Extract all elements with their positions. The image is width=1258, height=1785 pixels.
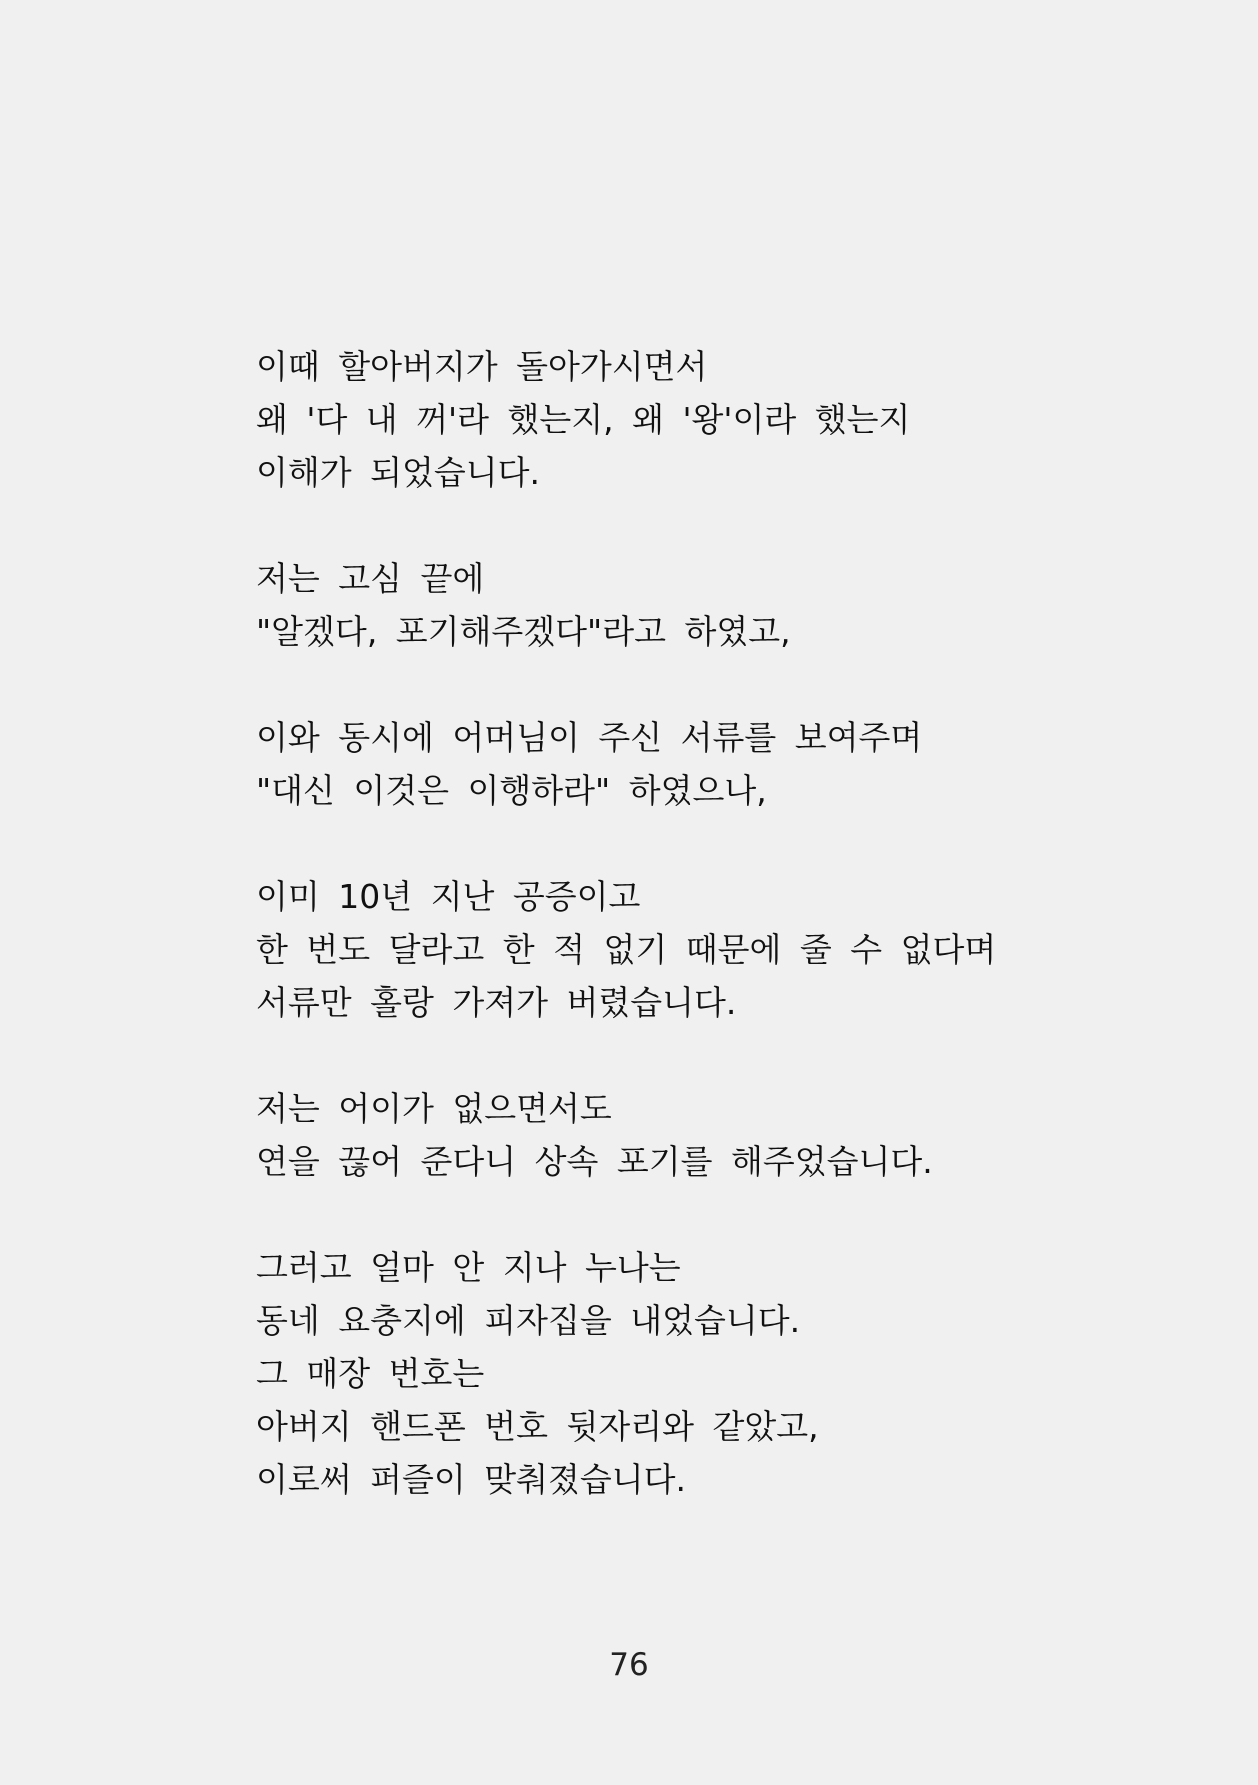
paragraph-gap (256, 658, 1156, 711)
paragraph (256, 340, 1156, 499)
paragraph-gap (256, 1029, 1156, 1082)
text-line: 한 번도 달라고 한 적 없기 때문에 줄 수 없다며 (256, 930, 997, 969)
text-line: "대신 이것은 이행하라" 하였으나, (256, 771, 767, 810)
text-line: 왜 '다 내 꺼'라 했는지, 왜 '왕'이라 했는지 (256, 400, 911, 439)
page-number: 76 (609, 1647, 649, 1683)
text-line: 저는 어이가 없으면서도 (256, 1089, 612, 1128)
text-line: 이해가 되었습니다. (256, 453, 541, 492)
paragraph (256, 1241, 1156, 1506)
text-line: 이와 동시에 어머님이 주신 서류를 보여주며 (256, 718, 923, 757)
text-line: 이로써 퍼즐이 맞춰졌습니다. (256, 1460, 687, 1499)
text-line: 아버지 핸드폰 번호 뒷자리와 같았고, (256, 1407, 819, 1446)
text-line: 저는 고심 끝에 (256, 559, 485, 598)
text-line: 그러고 얼마 안 지나 누나는 (256, 1248, 681, 1287)
paragraph (256, 711, 1156, 817)
text-line: 이미 10년 지난 공증이고 (256, 877, 641, 916)
text-line: 서류만 홀랑 가져가 버렸습니다. (256, 983, 737, 1022)
paragraph-gap (256, 817, 1156, 870)
text-line: 이때 할아버지가 돌아가시면서 (256, 347, 708, 386)
paragraph (256, 870, 1156, 1029)
text-line: 그 매장 번호는 (256, 1354, 485, 1393)
text-line: "알겠다, 포기해주겠다"라고 하였고, (256, 612, 791, 651)
text-line: 연을 끊어 준다니 상속 포기를 해주었습니다. (256, 1142, 933, 1181)
paragraph (256, 552, 1156, 658)
paragraph (256, 1082, 1156, 1188)
text-line: 동네 요충지에 피자집을 내었습니다. (256, 1301, 801, 1340)
paragraph-gap (256, 499, 1156, 552)
paragraph-gap (256, 1188, 1156, 1241)
body-text (256, 340, 1156, 1506)
